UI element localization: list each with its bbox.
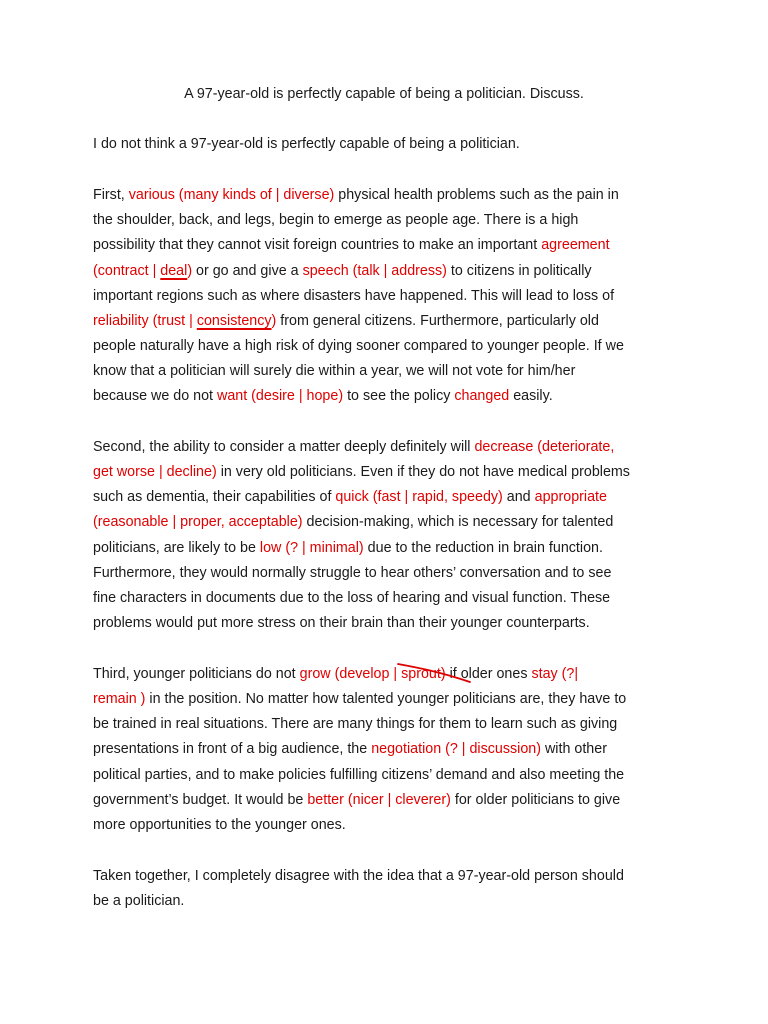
text: possibility that they cannot visit foreign countries to make an important: [93, 237, 542, 253]
text: easily.: [509, 388, 553, 404]
intro-line: I do not think a 97-year-old is perfectly capable of being a politician.: [93, 136, 520, 152]
correction-text-underlined: deal: [160, 263, 188, 279]
text: if older ones: [445, 666, 532, 682]
text: such as dementia, their capabilities of: [93, 489, 336, 505]
correction-text: (reasonable | proper, acceptable): [93, 514, 303, 530]
correction-text: (contract |: [93, 263, 161, 279]
p1-line-1: [93, 185, 619, 205]
p1-line-9: [93, 386, 553, 406]
p2-line-3: [93, 487, 607, 507]
text: decision-making, which is necessary for talented: [302, 514, 614, 530]
text: due to the reduction in brain function.: [363, 540, 603, 556]
p3-line-2: [93, 689, 626, 709]
correction-text: appropriate: [534, 489, 607, 505]
p3-line-3: be trained in real situations. There are many things for them to learn such as giving: [93, 716, 618, 732]
p3-line-5: political parties, and to make policies fulfilling citizens’ demand and also meeting the: [93, 767, 625, 783]
conclusion-line-2: be a politician.: [93, 893, 185, 909]
text: to citizens in politically: [446, 263, 592, 279]
text: and: [502, 489, 535, 505]
p2-line-2: [93, 462, 630, 482]
text: government’s budget. It would be: [93, 792, 308, 808]
text: from general citizens. Furthermore, particularly old: [276, 313, 599, 329]
correction-text: decrease (deteriorate,: [474, 439, 615, 455]
correction-text: better (nicer | cleverer): [307, 792, 451, 808]
p1-line-8: know that a politician will surely die within a year, we will not vote for him/her: [93, 363, 576, 379]
correction-text: changed: [454, 388, 510, 404]
text: or go and give a: [192, 263, 303, 279]
p2-line-7: fine characters in documents due to the loss of hearing and visual function. These: [93, 590, 611, 606]
correction-text: quick (fast | rapid, speedy): [335, 489, 503, 505]
text: politicians, are likely to be: [93, 540, 260, 556]
p1-line-6: [93, 311, 599, 331]
correction-text: reliability (trust |: [93, 313, 197, 329]
correction-text: want (desire | hope): [217, 388, 344, 404]
correction-text-underlined: consistency: [196, 313, 272, 329]
text: Second, the ability to consider a matter deeply definitely will: [93, 439, 475, 455]
p2-line-4: [93, 512, 613, 532]
text: First,: [93, 187, 129, 203]
correction-text: grow (develop | sprout): [299, 666, 446, 682]
text: for older politicians to give: [450, 792, 621, 808]
correction-text: get worse | decline): [93, 464, 217, 480]
p3-line-7: more opportunities to the younger ones.: [93, 817, 346, 833]
correction-text: stay (?|: [531, 666, 579, 682]
text: Third, younger politicians do not: [93, 666, 300, 682]
correction-text: ): [187, 263, 193, 279]
p1-line-2: the shoulder, back, and legs, begin to emerge as people age. There is a high: [93, 212, 579, 228]
p2-line-1: [93, 437, 614, 457]
text: physical health problems such as the pain in: [334, 187, 619, 203]
p1-line-7: people naturally have a high risk of dying sooner compared to younger people. If we: [93, 338, 624, 354]
correction-text: low (? | minimal): [259, 540, 364, 556]
p1-line-3: [93, 235, 610, 255]
p2-line-8: problems would put more stress on their brain than their younger counterparts.: [93, 615, 590, 631]
conclusion-line-1: Taken together, I completely disagree with the idea that a 97-year-old person should: [93, 868, 624, 884]
p3-line-4: [93, 739, 607, 759]
correction-text: agreement: [541, 237, 610, 253]
correction-text: remain ): [93, 691, 146, 707]
page-title: A 97-year-old is perfectly capable of being a politician. Discuss.: [184, 86, 584, 102]
p1-line-4: [93, 261, 592, 281]
text: presentations in front of a big audience, the: [93, 741, 372, 757]
correction-text: ): [271, 313, 277, 329]
p2-line-6: Furthermore, they would normally struggle to hear others’ conversation and to see: [93, 565, 612, 581]
text: with other: [541, 741, 607, 757]
p3-line-6: [93, 790, 620, 810]
text: because we do not: [93, 388, 217, 404]
correction-text: speech (talk | address): [302, 263, 447, 279]
p1-line-5: important regions such as where disasters have happened. This will lead to loss of: [93, 288, 615, 304]
p2-line-5: [93, 538, 603, 558]
correction-text: negotiation (? | discussion): [371, 741, 541, 757]
p3-line-1: [93, 664, 578, 684]
text: to see the policy: [343, 388, 455, 404]
text: in the position. No matter how talented younger politicians are, they have to: [145, 691, 627, 707]
correction-text: various (many kinds of | diverse): [128, 187, 335, 203]
text: in very old politicians. Even if they do not have medical problems: [216, 464, 630, 480]
